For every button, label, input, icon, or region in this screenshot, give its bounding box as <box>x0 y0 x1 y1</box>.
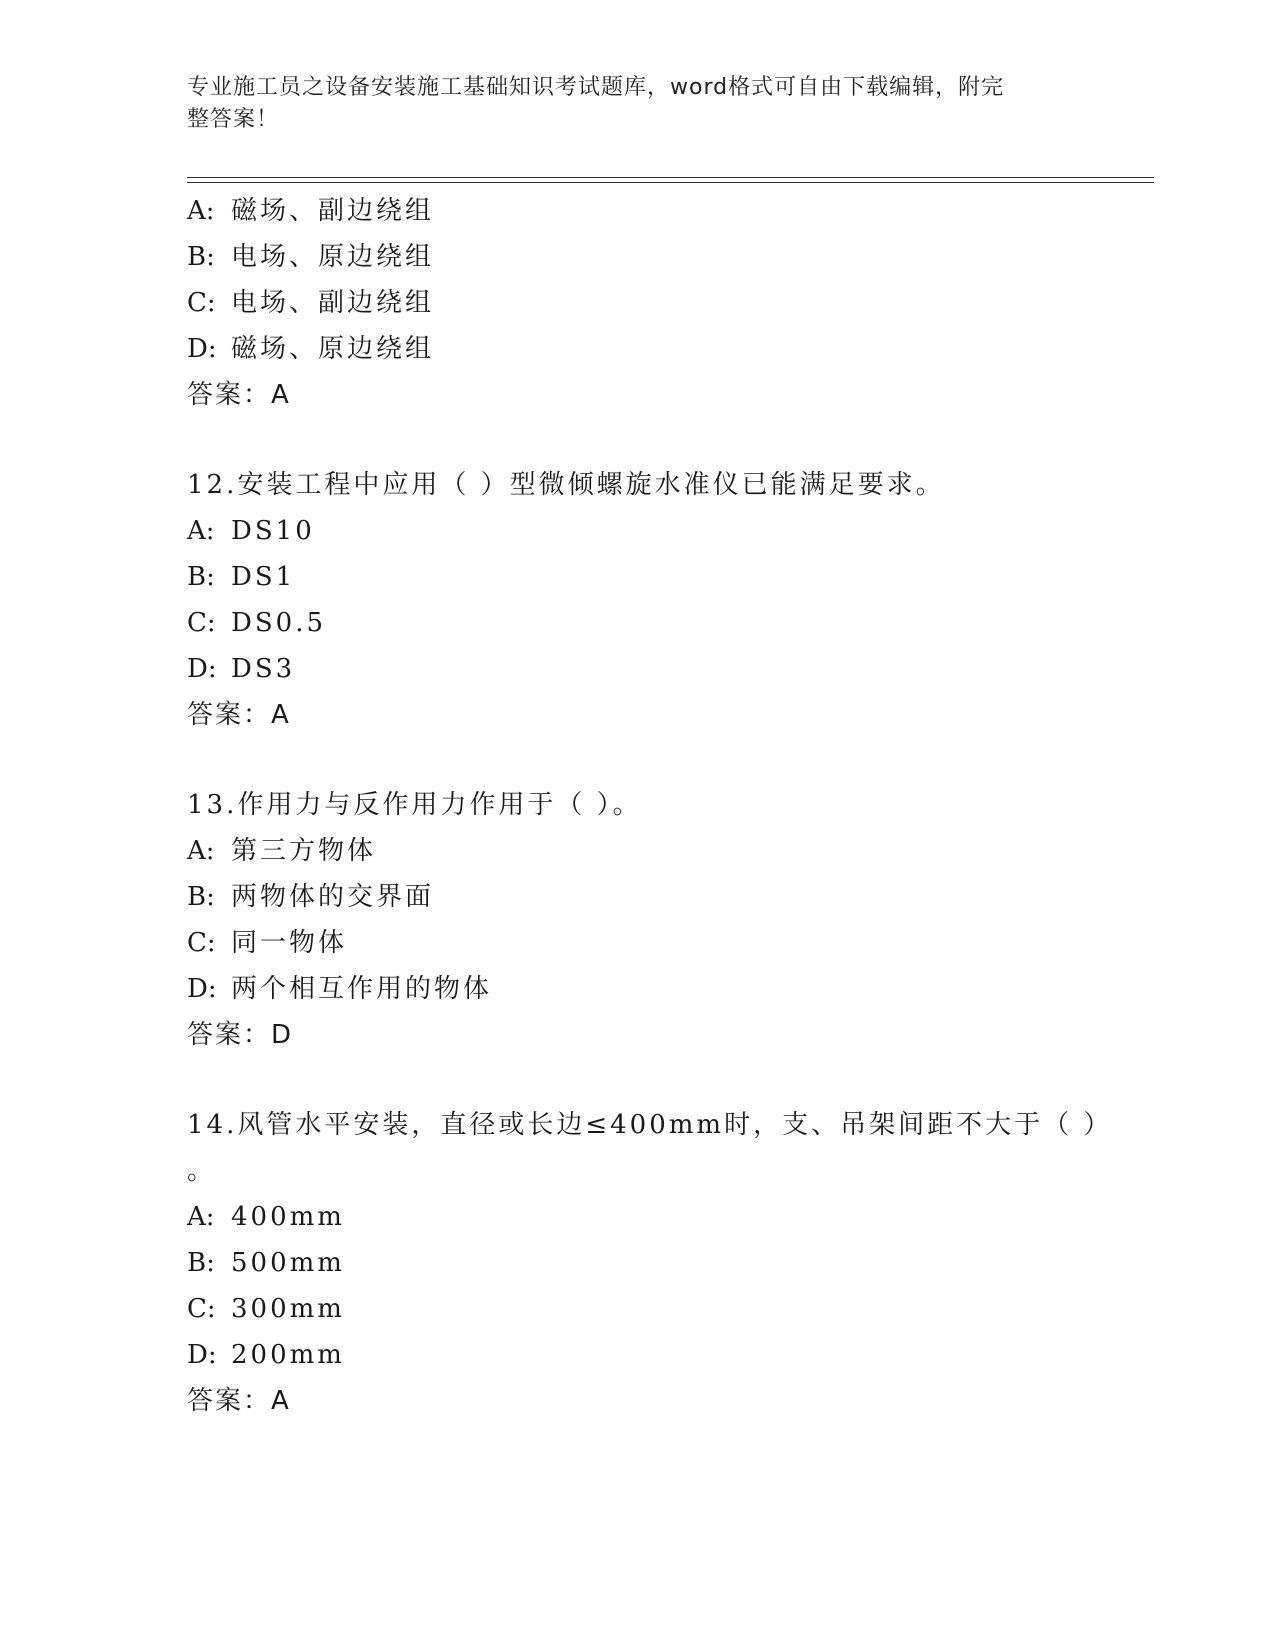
answer: 答案：A <box>187 380 291 410</box>
question-12 <box>187 462 1087 738</box>
option-b <box>187 1240 1087 1286</box>
option-text: 第三方物体 <box>231 836 377 866</box>
option-label: C: <box>187 288 216 318</box>
option-a <box>187 1194 1087 1240</box>
option-text: 两物体的交界面 <box>231 882 435 912</box>
option-label: D: <box>187 974 217 1004</box>
question-text-continued: 。 <box>187 1156 214 1186</box>
option-label: C: <box>187 608 216 638</box>
answer: 答案：D <box>187 1020 294 1050</box>
option-d <box>187 646 1087 692</box>
option-text: 磁场、副边绕组 <box>231 196 435 226</box>
option-text: 两个相互作用的物体 <box>231 974 493 1004</box>
option-label: B: <box>187 1248 215 1278</box>
header-line-1: 专业施工员之设备安装施工基础知识考试题库，word格式可自由下载编辑，附完 <box>187 75 1005 100</box>
option-d <box>187 966 1087 1012</box>
option-label: D: <box>187 334 217 364</box>
question-14 <box>187 1102 1113 1424</box>
option-label: D: <box>187 654 217 684</box>
option-text: 400mm <box>231 1202 345 1232</box>
question-text: 12.安装工程中应用（ ）型微倾螺旋水准仪已能满足要求。 <box>187 470 945 500</box>
header-divider-bottom <box>187 182 1154 183</box>
option-c <box>187 920 1087 966</box>
option-label: B: <box>187 242 215 272</box>
option-a <box>187 188 1087 234</box>
option-text: DS0.5 <box>231 608 327 638</box>
option-c <box>187 280 1087 326</box>
option-text: 电场、副边绕组 <box>231 288 435 318</box>
question-13 <box>187 782 1087 1058</box>
option-b <box>187 874 1087 920</box>
option-text: DS1 <box>231 562 296 592</box>
option-a <box>187 508 1087 554</box>
option-c <box>187 1286 1087 1332</box>
option-d <box>187 1332 1087 1378</box>
option-b <box>187 234 1087 280</box>
option-text: 同一物体 <box>231 928 348 958</box>
option-c <box>187 600 1087 646</box>
question-text: 14.风管水平安装，直径或长边≤400mm时，支、吊架间距不大于（ ） <box>187 1110 1113 1140</box>
option-label: A: <box>187 836 215 866</box>
option-text: 磁场、原边绕组 <box>231 334 435 364</box>
answer: 答案：A <box>187 1386 291 1416</box>
option-b <box>187 554 1087 600</box>
header-divider-top <box>187 177 1154 178</box>
question-list <box>187 188 1113 1424</box>
option-text: DS10 <box>231 516 315 546</box>
option-a <box>187 828 1087 874</box>
header-line-2: 整答案！ <box>187 107 280 132</box>
option-text: DS3 <box>231 654 296 684</box>
option-text: 电场、原边绕组 <box>231 242 435 272</box>
option-text: 500mm <box>231 1248 345 1278</box>
document-header <box>187 72 1067 136</box>
answer: 答案：A <box>187 700 291 730</box>
question-text: 13.作用力与反作用力作用于（ ）。 <box>187 790 642 820</box>
option-label: D: <box>187 1340 217 1370</box>
option-d <box>187 326 1087 372</box>
option-text: 200mm <box>231 1340 345 1370</box>
option-label: A: <box>187 196 215 226</box>
option-label: A: <box>187 516 215 546</box>
option-label: A: <box>187 1202 215 1232</box>
option-label: C: <box>187 1294 216 1324</box>
question-11 <box>187 188 1087 418</box>
option-label: B: <box>187 882 215 912</box>
option-label: C: <box>187 928 216 958</box>
option-label: B: <box>187 562 215 592</box>
option-text: 300mm <box>231 1294 345 1324</box>
